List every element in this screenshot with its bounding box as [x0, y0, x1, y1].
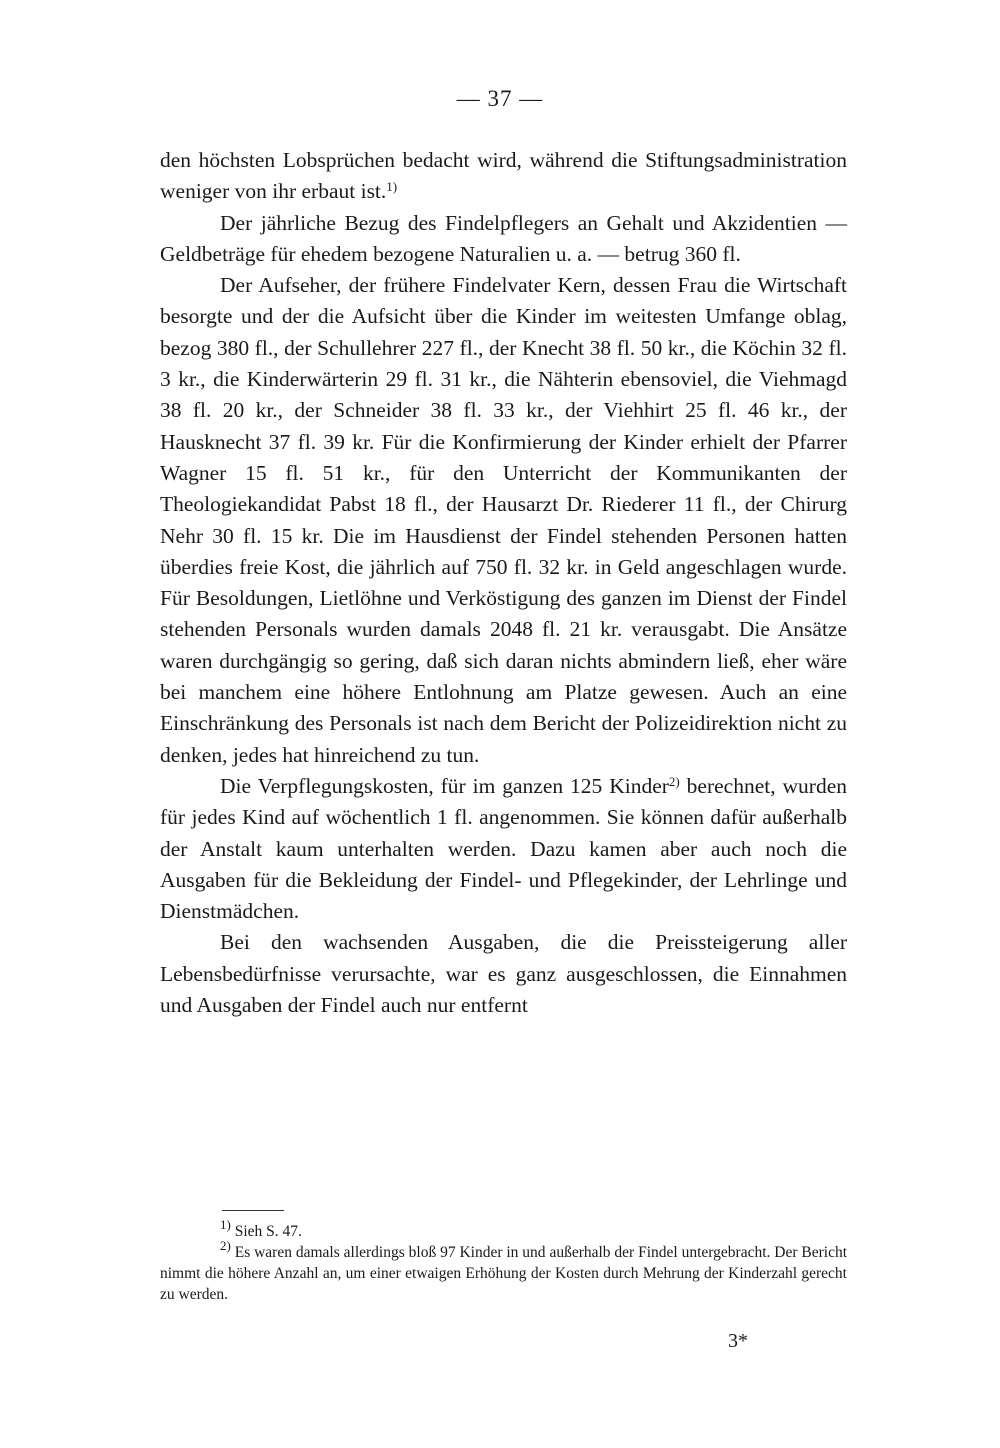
- footnote-1: [160, 1216, 847, 1242]
- footnote-divider: [222, 1210, 284, 1211]
- footnotes: [160, 1216, 848, 1305]
- body-text: [160, 145, 847, 1021]
- paragraph-4-text: Die Verpflegungskosten, für im ganzen 125 Kinder: [220, 773, 669, 798]
- footnote-2: [160, 1237, 848, 1305]
- sheet-signature: 3*: [728, 1330, 748, 1352]
- footnote-text-2: Es waren damals allerdings bloß 97 Kinder in und außerhalb der Findel untergebracht. Der Bericht nimmt die höhere Anzahl an, um einer etwaigen Erhöhung der Kosten durch Mehrung der Kinderzahl gerecht zu werden.: [160, 1244, 848, 1303]
- paragraph-4: [160, 771, 847, 927]
- page-number: — 37 —: [456, 86, 544, 111]
- paragraph-4-text-after: berechnet, wurden für jedes Kind auf wöchentlich 1 fl. angenommen. Sie können dafür außerhalb der Anstalt kaum unterhalten werden. Dazu kamen aber auch noch die Ausgaben für die Bekleidung der Findel- und Pflegekinder, der Lehrlinge und Dienstmädchen.: [160, 773, 847, 924]
- paragraph-5: Bei den wachsenden Ausgaben, die die Preissteigerung aller Lebensbedürfnisse verursachte, war es ganz ausgeschlossen, die Einnahmen und Ausgaben der Findel auch nur entfernt: [160, 930, 847, 1018]
- paragraph-1-text: den höchsten Lobsprüchen bedacht wird, während die Stiftungsadministration weniger von ihr erbaut ist.: [160, 148, 847, 204]
- footnote-marker-1: 1): [220, 1216, 231, 1232]
- footnote-ref-2: 2): [668, 773, 680, 789]
- footnote-marker-2: 2): [220, 1237, 231, 1253]
- footnote-ref-1: 1): [386, 179, 398, 195]
- paragraph-3: Der Aufseher, der frühere Findelvater Kern, dessen Frau die Wirtschaft besorgte und der die Aufsicht über die Kinder im weitesten Umfange oblag, bezog 380 fl., der Schullehrer 227 fl., der Knecht 38 fl. 50 kr., die Köchin 32 fl. 3 kr., die Kinderwärterin 29 fl. 31 kr., die Nähterin ebensoviel, die Viehmagd 38 fl. 20 kr., der Schneider 38 fl. 33 kr., der Viehhirt 25 fl. 46 kr., der Hausknecht 37 fl. 39 kr. Für die Konfirmierung der Kinder erhielt der Pfarrer Wagner 15 fl. 51 kr., für den Unterricht der Kommunikanten der Theologiekandidat Pabst 18 fl., der Hausarzt Dr. Riederer 11 fl., der Chirurg Nehr 30 fl. 15 kr. Die im Hausdienst der Findel stehenden Personen hatten überdies freie Kost, die jährlich auf 750 fl. 32 kr. in Geld angeschlagen wurde. Für Besoldungen, Lietlöhne und Verköstigung des ganzen im Dienst der Findel stehenden Personals wurden damals 2048 fl. 21 kr. verausgabt. Die Ansätze waren durchgängig so gering, daß sich daran nichts abmindern ließ, eher wäre bei manchem eine höhere Entlohnung am Platze gewesen. Auch an eine Einschränkung des Personals ist nach dem Bericht der Polizeidirektion nicht zu denken, jedes hat hinreichend zu tun.: [160, 273, 847, 767]
- footnote-text-1: Sieh S. 47.: [234, 1223, 302, 1240]
- paragraph-2: Der jährliche Bezug des Findelpflegers an Gehalt und Akzidentien — Geldbeträge für ehedem bezogene Naturalien u. a. — betrug 360 fl.: [160, 210, 847, 266]
- paragraph-1: [160, 145, 847, 208]
